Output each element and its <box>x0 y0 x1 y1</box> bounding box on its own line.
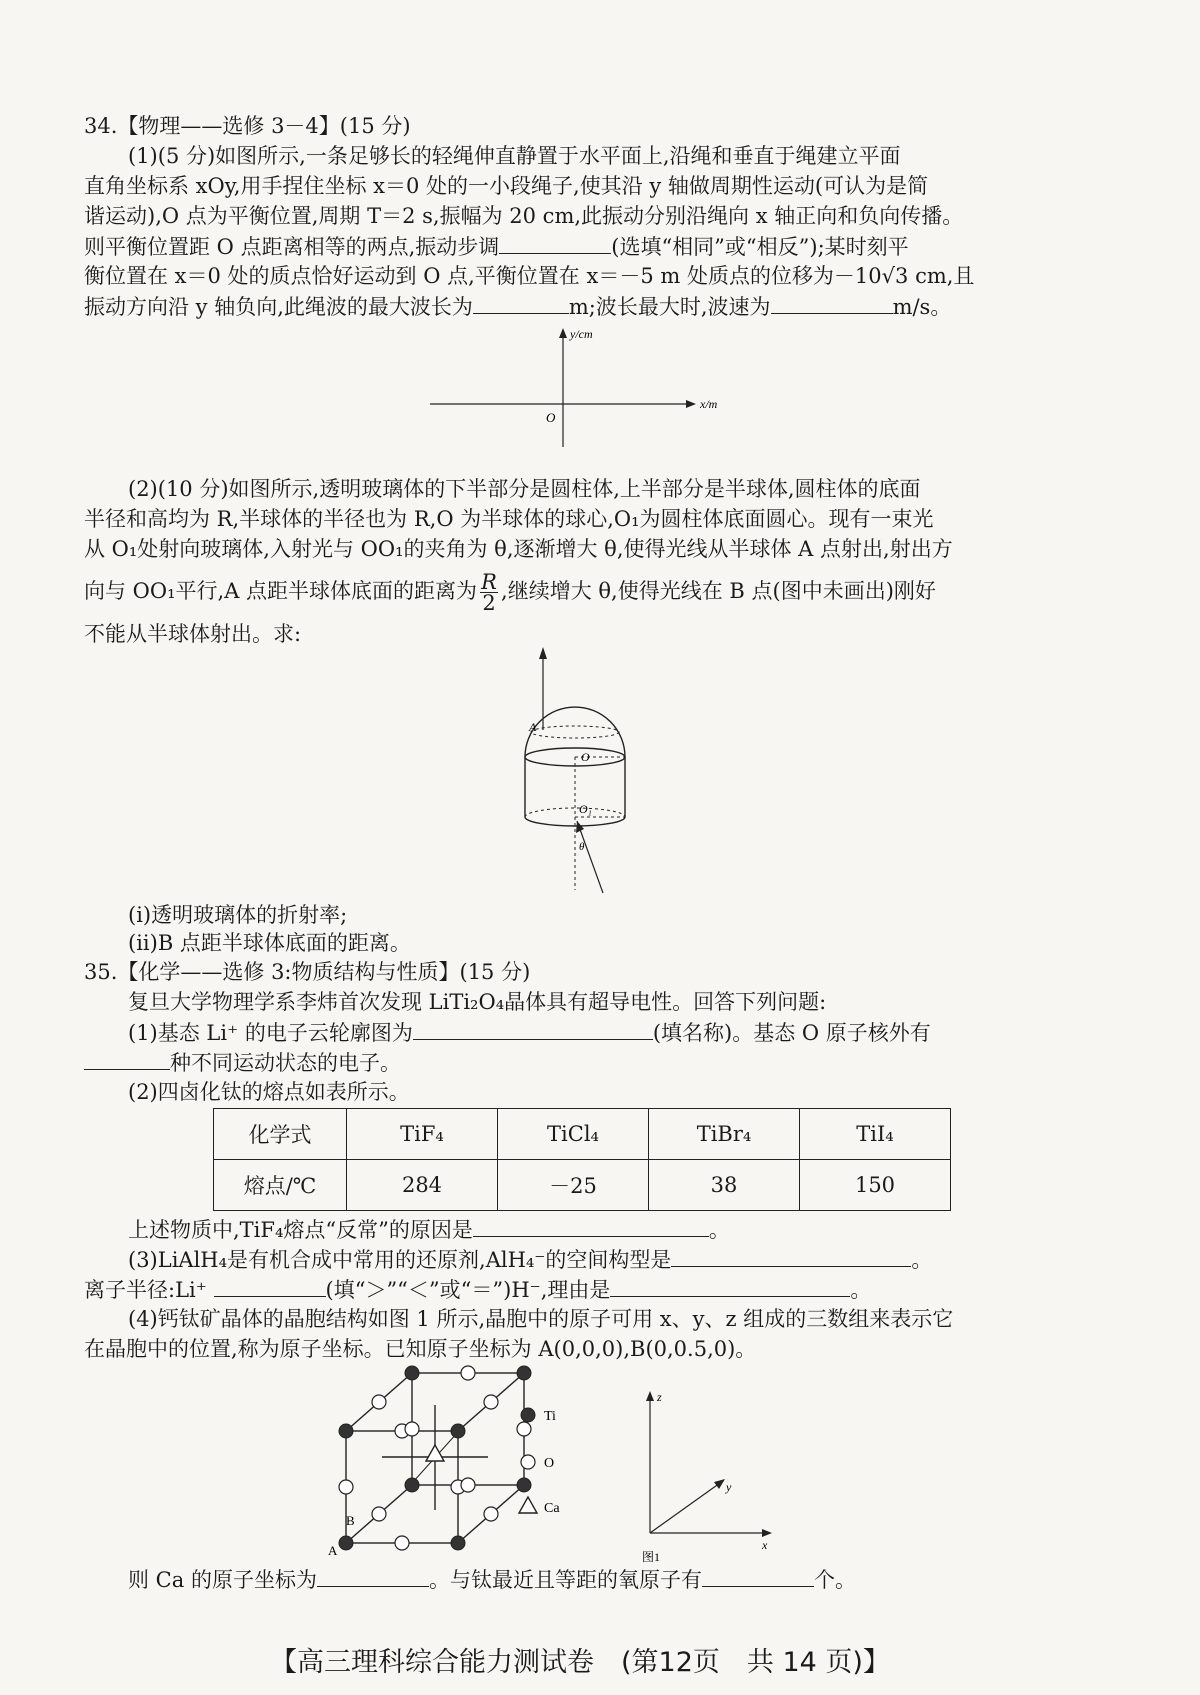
melting-point-table <box>213 1108 951 1211</box>
q35-p1-line1 <box>128 1017 931 1048</box>
point-a-label: A <box>328 1543 338 1558</box>
table-cell: 150 <box>800 1160 951 1211</box>
q35-p1-line2 <box>84 1047 401 1078</box>
answer-blank-11[interactable] <box>702 1564 814 1587</box>
table-cell: TiI₄ <box>800 1109 951 1160</box>
q35-p2: (2)四卤化钛的熔点如表所示。 <box>128 1080 410 1104</box>
q35-p2-question <box>128 1214 730 1245</box>
q34-p1-line6a: 振动方向沿 y 轴负向,此绳波的最大波长为 <box>84 295 473 319</box>
q34-p2-line3: 从 O₁处射向玻璃体,入射光与 OO₁的夹角为 θ,逐渐增大 θ,使得光线从半球体 A 点射出,射出方 <box>84 537 953 561</box>
answer-blank-6[interactable] <box>473 1214 709 1237</box>
q35-final-c: 个。 <box>813 1568 856 1592</box>
q34-p1-line6c: m/s。 <box>892 295 952 319</box>
q35-p4-line1: (4)钙钛矿晶体的晶胞结构如图 1 所示,晶胞中的原子可用 x、y、z 组成的三数组来表示它 <box>128 1307 954 1331</box>
ca-legend-marker <box>519 1497 537 1513</box>
q35-p3b: 。 <box>911 1248 933 1272</box>
q34-p1-line5: 衡位置在 x＝0 处的质点恰好运动到 O 点,平衡位置在 x＝－5 m 处质点的位移为－10√3 cm,且 <box>84 264 975 288</box>
perovskite-figure <box>300 1365 860 1570</box>
q34-p1-line3: 谐运动),O 点为平衡位置,周期 T＝2 s,振幅为 20 cm,此振动分别沿绳向 x 轴正向和负向传播。 <box>84 204 964 228</box>
ti-legend-label: Ti <box>544 1409 556 1424</box>
table-cell: TiBr₄ <box>649 1109 800 1160</box>
q35-p1c: 种不同运动状态的电子。 <box>170 1051 401 1075</box>
glass-body-figure <box>505 645 645 905</box>
q35-intro: 复旦大学物理学系李炜首次发现 LiTi₂O₄晶体具有超导电性。回答下列问题: <box>128 990 827 1014</box>
point-b-label: B <box>346 1513 355 1528</box>
table-cell: 化学式 <box>214 1109 347 1160</box>
page-footer: 【高三理科综合能力测试卷 (第12页 共 14 页)】 <box>270 1647 890 1678</box>
q34-p2-line1: (2)(10 分)如图所示,透明玻璃体的下半部分是圆柱体,上半部分是半球体,圆柱体的底面 <box>128 477 921 501</box>
q34-p1-line4 <box>84 231 909 262</box>
q35-title: 35.【化学——选修 3:物质结构与性质】(15 分) <box>84 960 531 984</box>
table-cell: 284 <box>347 1160 498 1211</box>
answer-blank-4[interactable] <box>413 1017 653 1040</box>
figure-caption: 图1 <box>642 1550 661 1564</box>
x-axis-label: x/m <box>700 397 718 411</box>
answer-blank-9[interactable] <box>610 1274 850 1297</box>
q35-p4-line2: 在晶胞中的位置,称为原子坐标。已知原子坐标为 A(0,0,0),B(0,0.5,0)。 <box>84 1337 757 1361</box>
q35-p3a: (3)LiAlH₄是有机合成中常用的还原剂,AlH₄⁻的空间构型是 <box>128 1248 672 1272</box>
ca-legend-label: Ca <box>544 1501 560 1516</box>
q35-p1a: (1)基态 Li⁺ 的电子云轮廓图为 <box>128 1021 413 1045</box>
q34-p2-line4a: 向与 OO₁平行,A 点距半球体底面的距离为 <box>84 579 478 603</box>
answer-blank-1[interactable] <box>499 231 611 254</box>
q34-p2-line4b: ,继续增大 θ,使得光线在 B 点(图中未画出)刚好 <box>501 579 936 603</box>
answer-blank-7[interactable] <box>671 1244 911 1267</box>
q34-p2-line5: 不能从半球体射出。求: <box>84 622 302 646</box>
y-axis-label: y <box>726 1480 732 1494</box>
point-o-label: O <box>581 750 590 764</box>
table-cell: TiF₄ <box>347 1109 498 1160</box>
ti-legend-marker <box>521 1408 535 1422</box>
q35-p1b: (填名称)。基态 O 原子核外有 <box>652 1021 931 1045</box>
fraction-r-over-2 <box>480 572 498 613</box>
z-axis-label: z <box>657 1390 662 1404</box>
table-cell: －25 <box>498 1160 649 1211</box>
answer-blank-2[interactable] <box>473 291 569 314</box>
q34-title: 34.【物理——选修 3－4】(15 分) <box>84 114 411 138</box>
answer-blank-10[interactable] <box>317 1564 429 1587</box>
o-legend-marker <box>521 1455 535 1469</box>
fraction-denominator: 2 <box>482 591 496 615</box>
q35-p3c: 离子半径:Li⁺ <box>84 1278 207 1302</box>
q34-p1-line6 <box>84 291 951 322</box>
fraction-numerator: R <box>481 570 497 594</box>
q34-p2-line4 <box>84 572 936 613</box>
q34-question-i: (i)透明玻璃体的折射率; <box>128 903 348 927</box>
q34-question-ii: (ii)B 点距半球体底面的距离。 <box>128 931 411 955</box>
x-axis-label: x <box>762 1538 768 1552</box>
answer-blank-3[interactable] <box>771 291 893 314</box>
table-header-row <box>214 1109 951 1160</box>
table-cell: 熔点/℃ <box>214 1160 347 1211</box>
q35-p3e: 。 <box>850 1278 872 1302</box>
q34-p1-line2: 直角坐标系 xOy,用手捏住坐标 x＝0 处的一小段绳子,使其沿 y 轴做周期性运动(可认为是简 <box>84 174 929 198</box>
q34-p1-line4b: (选填“相同”或“相反”);某时刻平 <box>611 235 909 259</box>
point-o1-label: O₁ <box>579 802 592 816</box>
q34-p2-line2: 半径和高均为 R,半球体的半径也为 R,O 为半球体的球心,O₁为圆柱体底面圆心。现有一束光 <box>84 507 934 531</box>
origin-label: O <box>546 410 556 425</box>
o-legend-label: O <box>544 1456 555 1471</box>
q35-final-a: 则 Ca 的原子坐标为 <box>128 1568 317 1592</box>
axes-figure <box>420 322 740 452</box>
answer-blank-5[interactable] <box>84 1047 170 1070</box>
q35-p3-line1 <box>128 1244 932 1275</box>
answer-blank-8[interactable] <box>214 1274 326 1297</box>
q35-final-b: 。与钛最近且等距的氧原子有 <box>428 1568 702 1592</box>
table-row <box>214 1160 951 1211</box>
q34-p1-line4a: 则平衡位置距 O 点距离相等的两点,振动步调 <box>84 235 500 259</box>
q35-p2q-b: 。 <box>708 1218 730 1242</box>
q35-p3d: (填“＞”“＜”或“＝”)H⁻,理由是 <box>325 1278 611 1302</box>
point-a-label: A <box>529 720 537 734</box>
q35-p2q-a: 上述物质中,TiF₄熔点“反常”的原因是 <box>128 1218 473 1242</box>
theta-label: θ <box>579 841 585 853</box>
table-cell: 38 <box>649 1160 800 1211</box>
q34-p1-line6b: m;波长最大时,波速为 <box>568 295 771 319</box>
q35-p3-line2 <box>84 1274 871 1305</box>
table-cell: TiCl₄ <box>498 1109 649 1160</box>
q34-p1-line1: (1)(5 分)如图所示,一条足够长的轻绳伸直静置于水平面上,沿绳和垂直于绳建立平面 <box>128 144 901 168</box>
q35-p4-final <box>128 1564 856 1595</box>
y-axis-label: y/cm <box>570 327 593 341</box>
